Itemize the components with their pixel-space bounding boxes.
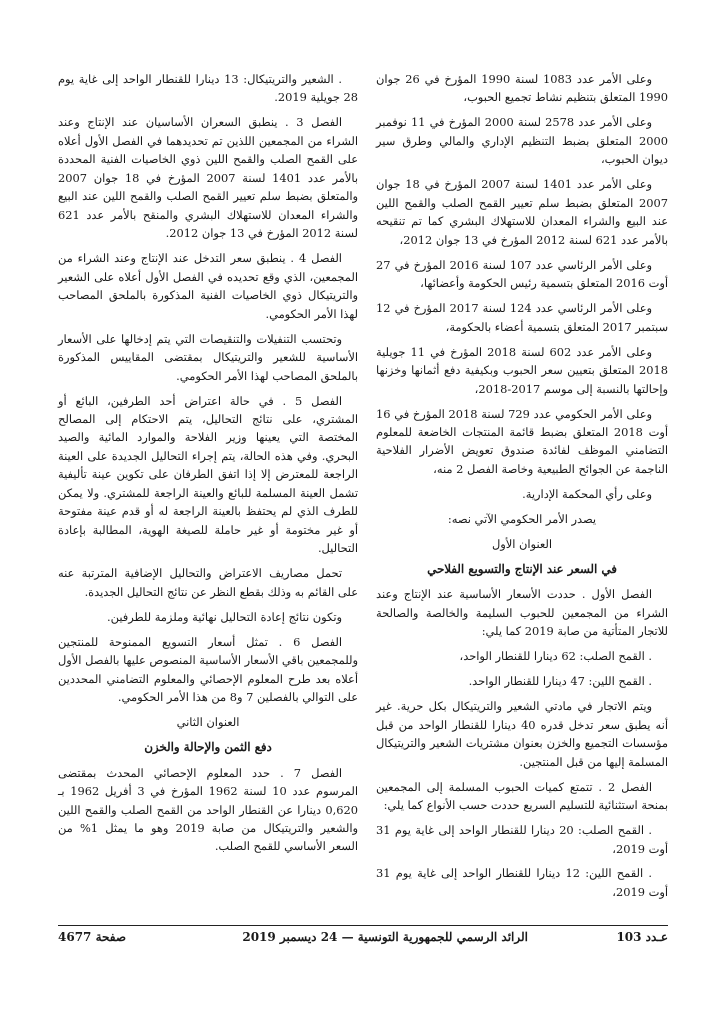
article-6: الفصل 6 . تمثل أسعار التسويع الممنوحة للمنتجين وللمجمعين باقي الأسعار الأساسية المنصوص عليها بالفصل الأول أعلاه بعد طرح المعلوم الإحصائي والمعلوم التضامني المحددين على التوالي بالفصلين 7 و8 من هذا الأمر الحكومي. <box>58 634 358 705</box>
paragraph: وعلى رأي المحكمة الإدارية. <box>522 486 652 501</box>
paragraph: وعلى الأمر عدد 602 لسنة 2018 المؤرخ في 11 جويلية 2018 المتعلق بتعيين سعر الحبوب وبكيفية دفع أثمانها وخزنها وإحالتها بالنسبة إلى موسم 2017-2018، <box>376 344 668 396</box>
paragraph: وتحتسب التنفيلات والتنقيصات التي يتم إدخالها على الأسعار الأساسية للشعير والتريتيكال بمقتضى المقاييس المذكورة بالملحق المصاحب لهذا الأمر الحكومي. <box>58 331 358 383</box>
paragraph: وعلى الأمر الرئاسي عدد 124 لسنة 2017 المؤرخ في 12 سبتمبر 2017 المتعلق بتسمية أعضاء بالحكومة، <box>376 301 668 334</box>
article-4: الفصل 4 . ينطبق سعر التدخل عند الإنتاج وعند الشراء من المجمعين، الذي وقع تحديده في الفصل الأول أعلاه على الشعير والتريتيكال ذوي الخاصيات الفنية المذكورة بالملحق المصاحب لهذا الأمر الحكومي. <box>58 251 358 321</box>
title-two-heading: دفع الثمن والإحالة والخزن <box>144 739 272 754</box>
paragraph: وعلى الأمر عدد 2578 لسنة 2000 المؤرخ في 11 نوفمبر 2000 المتعلق بضبط التنظيم الإداري والمالي وطرق سير ديوان الحبوب، <box>376 115 668 167</box>
page-number: صفحة 4677 <box>58 930 127 944</box>
journal-title: الرائد الرسمي للجمهورية التونسية — 24 ديسمبر 2019 <box>242 930 528 944</box>
paragraph: وعلى الأمر الرئاسي عدد 107 لسنة 2016 المؤرخ في 27 أوت 2016 المتعلق بتسمية رئيس الحكومة وأعضائها، <box>376 257 668 291</box>
page-footer <box>58 930 668 948</box>
title-two-label: العنوان الثاني <box>176 715 240 729</box>
paragraph: ويتم الاتجار في مادتي الشعير والتريتيكال بكل حرية. غير أنه يطبق سعر تدخل قدره 40 دينارا للقنطار الواحد من قبل مؤسسات التجميع والخزن بعنوان مشتريات الشعير والتريتيكال المسلمة إليها من قبل المنتجين. <box>376 699 668 769</box>
article-1: الفصل الأول . حددت الأسعار الأساسية عند الإنتاج وعند الشراء من المجمعين للحبوب السليمة والخالصة والصالحة للاتجار المتأتية من صابة 2019 كما يلي: <box>376 587 668 639</box>
article-7: الفصل 7 . حدد المعلوم الإحصائي المحدث بمقتضى المرسوم عدد 10 لسنة 1962 المؤرخ في 3 أفريل 1962 بـ 0,620 دينارا عن القنطار الواحد من القمح الصلب والقمح اللين والشعير والتريتيكال من صابة 2019 وهو ما يمثل 1% من السعر الأساسي للقمح الصلب. <box>58 765 359 854</box>
title-one-heading: في السعر عند الإنتاج والتسويع الفلاحي <box>427 561 617 576</box>
list-item: . القمح اللين: 12 دينارا للقنطار الواحد إلى غاية يوم 31 أوت 2019، <box>376 866 668 899</box>
left-column <box>58 70 358 862</box>
article-5: الفصل 5 . في حالة اعتراض أحد الطرفين، البائع أو المشتري، على نتائج التحاليل، يتم الاحتكام إلى المصالح المختصة التي يعينها وزير الفلاحة والموارد المائية والصيد البحري. وفي هذه الحالة، يتم إجراء التحاليل الجديدة على العينة الراجعة للمعترض إلا إذا اتفق الطرفان على تكوين عينة تأليفية تشمل العينة المسلمة للبائع والعينة الراجعة للمشتري. ولا يمكن للطرف الذي لم يحتفظ بالعينة الراجعة له أو قدم عينة مفتوحة أو غير مختومة أو غير حاملة للصيغة الهوية، المطالبة بإعادة التحاليل. <box>58 393 358 556</box>
footer-divider <box>58 925 668 926</box>
paragraph: وعلى الأمر عدد 1083 لسنة 1990 المؤرخ في 26 جوان 1990 المتعلق بتنظيم نشاط تجميع الحبوب، <box>376 72 668 105</box>
paragraph: وعلى الأمر الحكومي عدد 729 لسنة 2018 المؤرخ في 16 أوت 2018 المتعلق بضبط قائمة المنتجات الخاضعة للمعلوم التضامني الموظف لفائدة صندوق تعويض الأضرار الفلاحية الناجمة عن الجوائح الطبيعية وخاصة الفصل 2 منه، <box>376 406 668 476</box>
title-one-label: العنوان الأول <box>491 536 553 551</box>
list-item: . القمح اللين: 47 دينارا للقنطار الواحد. <box>468 674 652 689</box>
paragraph: وتكون نتائج إعادة التحاليل نهائية وملزمة للطرفين. <box>107 609 342 624</box>
list-item: . القمح الصلب: 62 دينارا للقنطار الواحد، <box>459 649 652 664</box>
article-2: الفصل 2 . تتمتع كميات الحبوب المسلمة إلى المجمعين بمنحة استثنائية للتسليم السريع حددت حسب الأنواع كما يلي: <box>376 779 668 813</box>
issue-number: عـدد 103 <box>616 930 668 944</box>
list-item: . القمح الصلب: 20 دينارا للقنطار الواحد إلى غاية يوم 31 أوت 2019، <box>376 823 668 856</box>
paragraph: وعلى الأمر عدد 1401 لسنة 2007 المؤرخ في 18 جوان 2007 المتعلق بضبط سلم تعيير القمح الصلب والقمح اللين عند البيع والشراء المعدان للاستهلاك البشري كما تم تنقيحه بالأمر عدد 621 لسنة 2012 المؤرخ في 13 جوان 2012، <box>376 177 668 247</box>
right-column <box>376 70 668 908</box>
list-item: . الشعير والتريتيكال: 13 دينارا للقنطار الواحد إلى غاية يوم 28 جويلية 2019. <box>58 72 358 105</box>
article-3: الفصل 3 . ينطبق السعران الأساسيان عند الإنتاج وعند الشراء من المجمعين اللذين تم تحديدهما في الفصل الأول أعلاه على القمح الصلب والقمح اللين ذوي الخاصيات الفنية المحددة بالأمر عدد 1401 لسنة 2007 المؤرخ في 18 جوان 2007 والمتعلق بضبط سلم تعيير القمح الصلب والقمح اللين عند البيع والشراء المعدان للاستهلاك البشري والمنقح بالأمر عدد 621 لسنة 2012 المؤرخ في 13 جوان 2012. <box>58 115 358 241</box>
decree-intro: يصدر الأمر الحكومي الآتي نصه: <box>447 511 597 526</box>
paragraph: تحمل مصاريف الاعتراض والتحاليل الإضافية المترتبة عنه على القائم به وذلك بقطع النظر عن نتائج التحاليل الجديدة. <box>58 566 358 599</box>
